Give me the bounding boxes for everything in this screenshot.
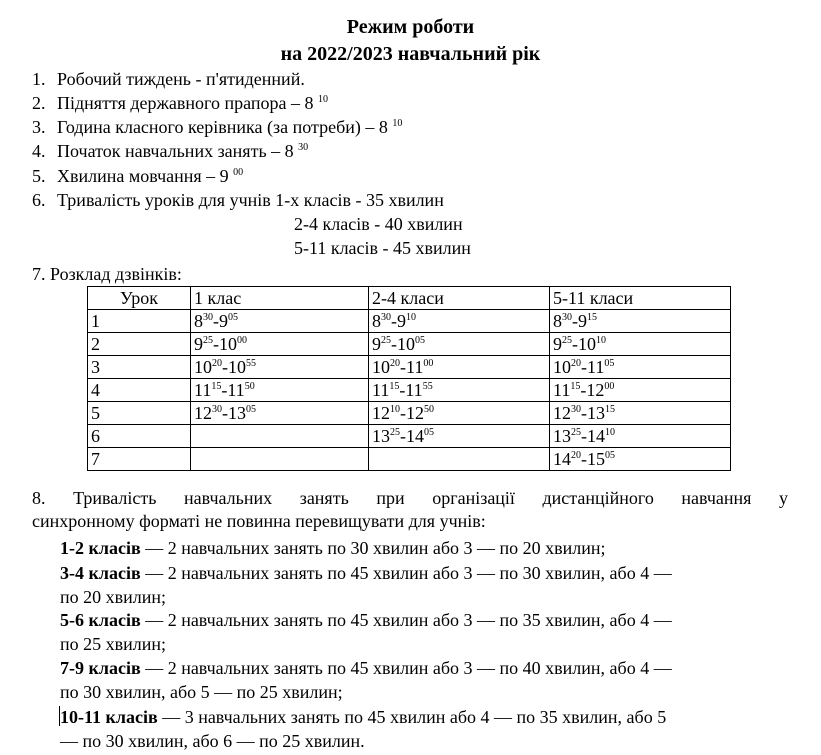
start-minutes: 25 — [381, 335, 391, 346]
class-group-text-cont: — по 30 хвилин, або 6 — по 25 хвилин. — [60, 731, 365, 751]
start-hour: 12 — [553, 403, 571, 423]
start-hour: 9 — [372, 334, 381, 354]
table-row — [88, 425, 731, 448]
dash: - — [213, 334, 219, 354]
table-row — [88, 448, 731, 471]
time-range-cell — [369, 333, 550, 356]
start-minutes: 30 — [381, 312, 391, 323]
end-hour: 10 — [578, 334, 596, 354]
class-group-limit — [60, 536, 788, 560]
dash: - — [400, 357, 406, 377]
list-item — [32, 68, 305, 90]
list-item-text: Година класного керівника (за потреби) – 8 — [57, 117, 388, 137]
time-range-cell — [550, 402, 731, 425]
remote-learning-paragraph — [32, 487, 788, 533]
list-item — [32, 189, 444, 211]
start-minutes: 15 — [570, 381, 581, 392]
class-group-text: — 2 навчальних занять по 45 хвилин або 3 — по 30 хвилин, або 4 — — [140, 563, 672, 583]
start-minutes: 15 — [211, 381, 222, 392]
lesson-number-cell: 2 — [88, 333, 191, 356]
class-group-limit — [60, 608, 788, 656]
end-minutes: 05 — [415, 335, 425, 346]
time-range-cell — [550, 425, 731, 448]
time-range-cell — [550, 356, 731, 379]
dash: - — [581, 357, 587, 377]
class-group-limit — [60, 705, 788, 753]
start-minutes: 10 — [390, 404, 400, 415]
class-group-limit — [60, 656, 788, 704]
end-hour: 9 — [219, 311, 228, 331]
table-header-row — [88, 287, 731, 310]
text-cursor — [59, 706, 60, 726]
start-minutes: 25 — [571, 427, 581, 438]
time-range-cell — [191, 333, 369, 356]
class-group-text: — 2 навчальних занять по 30 хвилин або 3 — по 20 хвилин; — [140, 538, 606, 558]
class-group-label: 10-11 класів — [60, 707, 158, 727]
list-item-number: 3. — [32, 117, 46, 137]
end-hour: 11 — [405, 380, 423, 400]
class-group-limit — [60, 561, 788, 609]
class-group-text: — 2 навчальних занять по 45 хвилин або 3 — по 40 хвилин, або 4 — — [140, 658, 672, 678]
dash: - — [391, 311, 397, 331]
column-header: 1 клас — [191, 287, 369, 310]
end-hour: 13 — [587, 403, 605, 423]
start-hour: 11 — [372, 380, 390, 400]
end-hour: 11 — [406, 357, 424, 377]
start-minutes: 25 — [203, 335, 213, 346]
column-header: 5-11 класи — [550, 287, 731, 310]
end-minutes: 00 — [237, 335, 247, 346]
class-group-label: 1-2 класів — [60, 538, 141, 558]
end-hour: 10 — [397, 334, 415, 354]
start-minutes: 20 — [390, 358, 400, 369]
time-range-cell — [550, 310, 731, 333]
time-range-cell — [369, 425, 550, 448]
start-hour: 13 — [553, 426, 571, 446]
end-minutes: 05 — [605, 450, 615, 461]
dash: - — [581, 426, 587, 446]
schedule-label: 7. Розклад дзвінків: — [32, 264, 182, 284]
list-item — [32, 140, 308, 162]
dash: - — [391, 334, 397, 354]
duration-line: 2-4 класів - 40 хвилин — [294, 214, 463, 234]
list-item-number: 4. — [32, 141, 46, 161]
start-hour: 10 — [194, 357, 212, 377]
start-hour: 13 — [372, 426, 390, 446]
end-minutes: 00 — [604, 381, 615, 392]
start-hour: 14 — [553, 449, 571, 469]
dash: - — [400, 403, 406, 423]
end-minutes: 50 — [424, 404, 434, 415]
time-range-cell — [191, 310, 369, 333]
dash: - — [580, 380, 587, 400]
lesson-number-cell: 7 — [88, 448, 191, 471]
end-minutes: 10 — [596, 335, 606, 346]
table-row — [88, 333, 731, 356]
start-hour: 8 — [372, 311, 381, 331]
start-minutes: 30 — [203, 312, 213, 323]
list-item-number: 6. — [32, 190, 46, 210]
end-minutes: 00 — [423, 358, 434, 369]
lesson-number-cell: 6 — [88, 425, 191, 448]
table-row — [88, 310, 731, 333]
time-minutes: 10 — [392, 118, 403, 129]
class-group-label: 5-6 класів — [60, 610, 141, 630]
time-range-cell — [191, 379, 369, 402]
end-hour: 9 — [397, 311, 406, 331]
start-minutes: 30 — [571, 404, 581, 415]
time-range-cell — [550, 333, 731, 356]
list-item-text: Початок навчальних занять – 8 — [57, 141, 294, 161]
start-minutes: 20 — [212, 358, 222, 369]
end-minutes: 55 — [246, 358, 256, 369]
list-item — [32, 92, 328, 114]
start-hour: 8 — [194, 311, 203, 331]
dash: - — [581, 403, 587, 423]
start-minutes: 25 — [562, 335, 572, 346]
column-header: Урок — [88, 287, 191, 310]
document-title: Режим роботи — [346, 16, 475, 38]
start-minutes: 30 — [562, 312, 572, 323]
time-range-cell — [550, 379, 731, 402]
class-group-text-cont: по 20 хвилин; — [60, 587, 167, 607]
list-item-text: Тривалість уроків для учнів 1-х класів - 35 хвилин — [57, 190, 444, 210]
end-minutes: 05 — [228, 312, 238, 323]
time-range-cell — [369, 310, 550, 333]
column-header: 2-4 класи — [369, 287, 550, 310]
list-item — [32, 165, 243, 187]
end-hour: 15 — [587, 449, 605, 469]
dash: - — [222, 357, 228, 377]
dash: - — [222, 403, 228, 423]
time-range-cell — [369, 448, 550, 471]
end-hour: 11 — [587, 357, 605, 377]
class-group-text: — 3 навчальних занять по 45 хвилин або 4 — по 35 хвилин, або 5 — [157, 707, 667, 727]
bell-schedule-table — [87, 286, 731, 471]
time-minutes: 10 — [318, 94, 328, 105]
time-range-cell — [369, 356, 550, 379]
paragraph-line: синхронному форматі не повинна перевищувати для учнів: — [32, 511, 486, 531]
start-hour: 9 — [553, 334, 562, 354]
time-minutes: 30 — [298, 142, 309, 153]
start-minutes: 30 — [212, 404, 222, 415]
class-group-text: — 2 навчальних занять по 45 хвилин або 3 — по 35 хвилин, або 4 — — [140, 610, 672, 630]
end-minutes: 05 — [246, 404, 256, 415]
end-minutes: 05 — [424, 427, 434, 438]
dash: - — [572, 334, 578, 354]
start-hour: 12 — [194, 403, 212, 423]
end-hour: 9 — [578, 311, 587, 331]
list-item-number: 2. — [32, 93, 46, 113]
list-item-text: Хвилина мовчання – 9 — [57, 166, 229, 186]
dash: - — [400, 426, 406, 446]
class-group-label: 7-9 класів — [60, 658, 141, 678]
end-hour: 12 — [586, 380, 605, 400]
start-hour: 11 — [194, 380, 212, 400]
end-hour: 10 — [219, 334, 237, 354]
end-hour: 11 — [227, 380, 245, 400]
time-range-cell — [191, 425, 369, 448]
dash: - — [399, 380, 406, 400]
start-minutes: 20 — [571, 450, 581, 461]
start-hour: 10 — [372, 357, 390, 377]
start-hour: 12 — [372, 403, 390, 423]
dash: - — [221, 380, 228, 400]
table-row — [88, 402, 731, 425]
table-row — [88, 356, 731, 379]
lesson-number-cell: 3 — [88, 356, 191, 379]
time-range-cell — [191, 402, 369, 425]
list-item — [32, 116, 402, 138]
start-hour: 11 — [553, 380, 571, 400]
dash: - — [572, 311, 578, 331]
start-hour: 10 — [553, 357, 571, 377]
dash: - — [581, 449, 587, 469]
end-minutes: 15 — [605, 404, 615, 415]
class-group-text-cont: по 30 хвилин, або 5 — по 25 хвилин; — [60, 682, 343, 702]
end-minutes: 10 — [605, 427, 615, 438]
end-hour: 14 — [587, 426, 605, 446]
end-hour: 13 — [228, 403, 246, 423]
class-group-label: 3-4 класів — [60, 563, 141, 583]
time-range-cell — [369, 402, 550, 425]
end-minutes: 50 — [244, 381, 255, 392]
time-range-cell — [191, 356, 369, 379]
end-minutes: 05 — [604, 358, 615, 369]
start-minutes: 25 — [390, 427, 400, 438]
list-item-text: Робочий тиждень - п'ятиденний. — [57, 69, 305, 89]
paragraph-line: 8. Тривалість навчальних занять при організації дистанційного навчання у — [32, 488, 788, 508]
time-range-cell — [369, 379, 550, 402]
end-hour: 10 — [228, 357, 246, 377]
end-minutes: 15 — [587, 312, 597, 323]
start-hour: 9 — [194, 334, 203, 354]
end-hour: 14 — [406, 426, 424, 446]
end-minutes: 55 — [422, 381, 433, 392]
end-hour: 12 — [406, 403, 424, 423]
list-item-text: Підняття державного прапора – 8 — [57, 93, 314, 113]
end-minutes: 10 — [406, 312, 416, 323]
time-range-cell — [191, 448, 369, 471]
table-row — [88, 379, 731, 402]
start-minutes: 15 — [389, 381, 400, 392]
lesson-number-cell: 5 — [88, 402, 191, 425]
lesson-number-cell: 1 — [88, 310, 191, 333]
start-hour: 8 — [553, 311, 562, 331]
list-item-number: 5. — [32, 166, 46, 186]
lesson-number-cell: 4 — [88, 379, 191, 402]
document-subtitle: на 2022/2023 навчальний рік — [280, 43, 541, 65]
class-group-text-cont: по 25 хвилин; — [60, 634, 167, 654]
time-minutes: 00 — [233, 167, 244, 178]
list-item-number: 1. — [32, 69, 46, 89]
dash: - — [213, 311, 219, 331]
duration-line: 5-11 класів - 45 хвилин — [294, 238, 471, 258]
time-range-cell — [550, 448, 731, 471]
start-minutes: 20 — [571, 358, 581, 369]
